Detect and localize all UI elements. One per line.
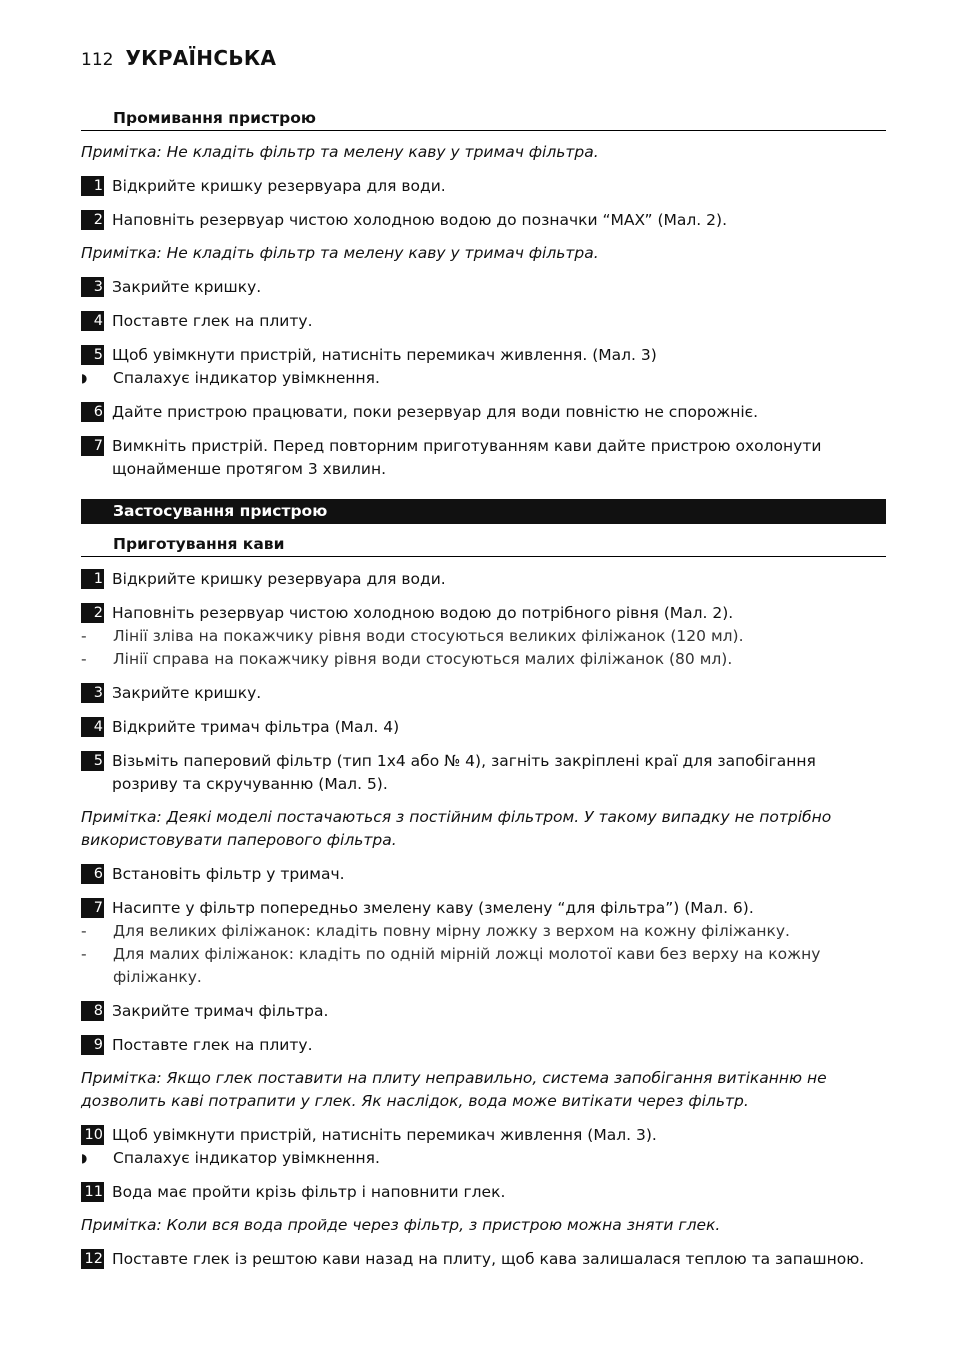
bullet-item [81,943,886,989]
step-item [81,897,886,920]
step-number: 6 [81,864,104,884]
step-text: Наповніть резервуар чистою холодною водою до потрібного рівня (Мал. 2). [112,604,734,622]
step-text: Вимкніть пристрій. Перед повторним приготуванням кави дайте пристрою охолонути щонайменше протягом 3 хвилин. [112,437,822,478]
step-number: 3 [81,277,104,297]
step-number: 2 [81,603,104,623]
bullet-item [81,625,886,648]
result-line [81,367,886,390]
step-number: 1 [81,176,104,196]
dash-marker: - [81,650,87,668]
step-text: Закрийте тримач фільтра. [112,1002,329,1020]
page-number: 112 [81,50,114,70]
section-heading-use: Застосування пристрою [81,499,886,524]
step-text: Наповніть резервуар чистою холодною водою до позначки “MAX” (Мал. 2). [112,211,727,229]
bullet-text: Для великих філіжанок: кладіть повну мірну ложку з верхом на кожну філіжанку. [113,922,790,940]
step-item [81,682,886,705]
step-item [81,209,886,232]
step-text: Поставте глек на плиту. [112,1036,313,1054]
step-number: 11 [81,1182,104,1202]
page-header [81,46,276,70]
step-item [81,1124,886,1147]
bullet-text: Лінії справа на покажчику рівня води стосуються малих філіжанок (80 мл). [113,650,733,668]
step-item [81,602,886,625]
step-text: Поставте глек із рештою кави назад на плиту, щоб кава залишалася теплою та запашною. [112,1250,865,1268]
step-number: 8 [81,1001,104,1021]
step-number: 7 [81,436,104,456]
bullet-text: Лінії зліва на покажчику рівня води стосуються великих філіжанок (120 мл). [113,627,744,645]
page-content [81,106,886,1271]
step-item [81,1181,886,1204]
step-text: Вода має пройти крізь фільтр і наповнити глек. [112,1183,506,1201]
step-item [81,175,886,198]
step-text: Встановіть фільтр у тримач. [112,865,345,883]
step-number: 9 [81,1035,104,1055]
section-heading-rinse: Промивання пристрою [81,106,886,131]
step-item [81,1000,886,1023]
step-item [81,276,886,299]
step-number: 5 [81,345,104,365]
step-item [81,401,886,424]
step-text: Поставте глек на плиту. [112,312,313,330]
step-item [81,750,886,796]
result-arrow-icon: ◗ [81,1151,88,1165]
bullet-item [81,920,886,943]
result-arrow-icon: ◗ [81,371,88,385]
subsection-heading-brew: Приготування кави [81,532,886,557]
bullet-item [81,648,886,671]
step-item [81,435,886,481]
step-item [81,1248,886,1271]
dash-marker: - [81,922,87,940]
step-item [81,568,886,591]
bullet-text: Для малих філіжанок: кладіть по одній мірній ложці молотої кави без верху на кожну філіжанку. [113,945,821,986]
step-text: Відкрийте кришку резервуара для води. [112,177,446,195]
dash-marker: - [81,945,87,963]
step-text: Закрийте кришку. [112,684,262,702]
step-number: 4 [81,311,104,331]
step-item [81,863,886,886]
step-item [81,716,886,739]
step-text: Закрийте кришку. [112,278,262,296]
step-number: 2 [81,210,104,230]
step-number: 5 [81,751,104,771]
note: Примітка: Деякі моделі постачаються з постійним фільтром. У такому випадку не потрібно використовувати паперового фільтра. [81,808,832,849]
note: Примітка: Якщо глек поставити на плиту неправильно, система запобігання витіканню не дозволить каві потрапити у глек. Як наслідок, вода може витікати через фільтр. [81,1069,827,1110]
step-item [81,1034,886,1057]
step-text: Візьміть паперовий фільтр (тип 1x4 або № 4), загніть закріплені краї для запобігання розриву та скручуванню (Мал. 5). [112,752,816,793]
step-text: Відкрийте тримач фільтра (Мал. 4) [112,718,400,736]
step-number: 4 [81,717,104,737]
step-number: 12 [81,1249,104,1269]
dash-marker: - [81,627,87,645]
step-number: 1 [81,569,104,589]
result-text: Спалахує індикатор увімкнення. [113,1149,380,1167]
step-item [81,344,886,367]
step-number: 6 [81,402,104,422]
step-text: Щоб увімкнути пристрій, натисніть перемикач живлення (Мал. 3). [112,1126,657,1144]
note: Примітка: Коли вся вода пройде через фільтр, з пристрою можна зняти глек. [81,1216,721,1234]
result-text: Спалахує індикатор увімкнення. [113,369,380,387]
step-number: 7 [81,898,104,918]
note: Примітка: Не кладіть фільтр та мелену каву у тримач фільтра. [81,244,599,262]
result-line [81,1147,886,1170]
step-number: 10 [81,1125,104,1145]
step-text: Дайте пристрою працювати, поки резервуар для води повністю не спорожніє. [112,403,759,421]
step-text: Щоб увімкнути пристрій, натисніть перемикач живлення. (Мал. 3) [112,346,657,364]
note: Примітка: Не кладіть фільтр та мелену каву у тримач фільтра. [81,143,599,161]
language-title: УКРАЇНСЬКА [125,46,277,70]
step-item [81,310,886,333]
step-number: 3 [81,683,104,703]
step-text: Насипте у фільтр попередньо змелену каву (змелену “для фільтра”) (Мал. 6). [112,899,754,917]
step-text: Відкрийте кришку резервуара для води. [112,570,446,588]
